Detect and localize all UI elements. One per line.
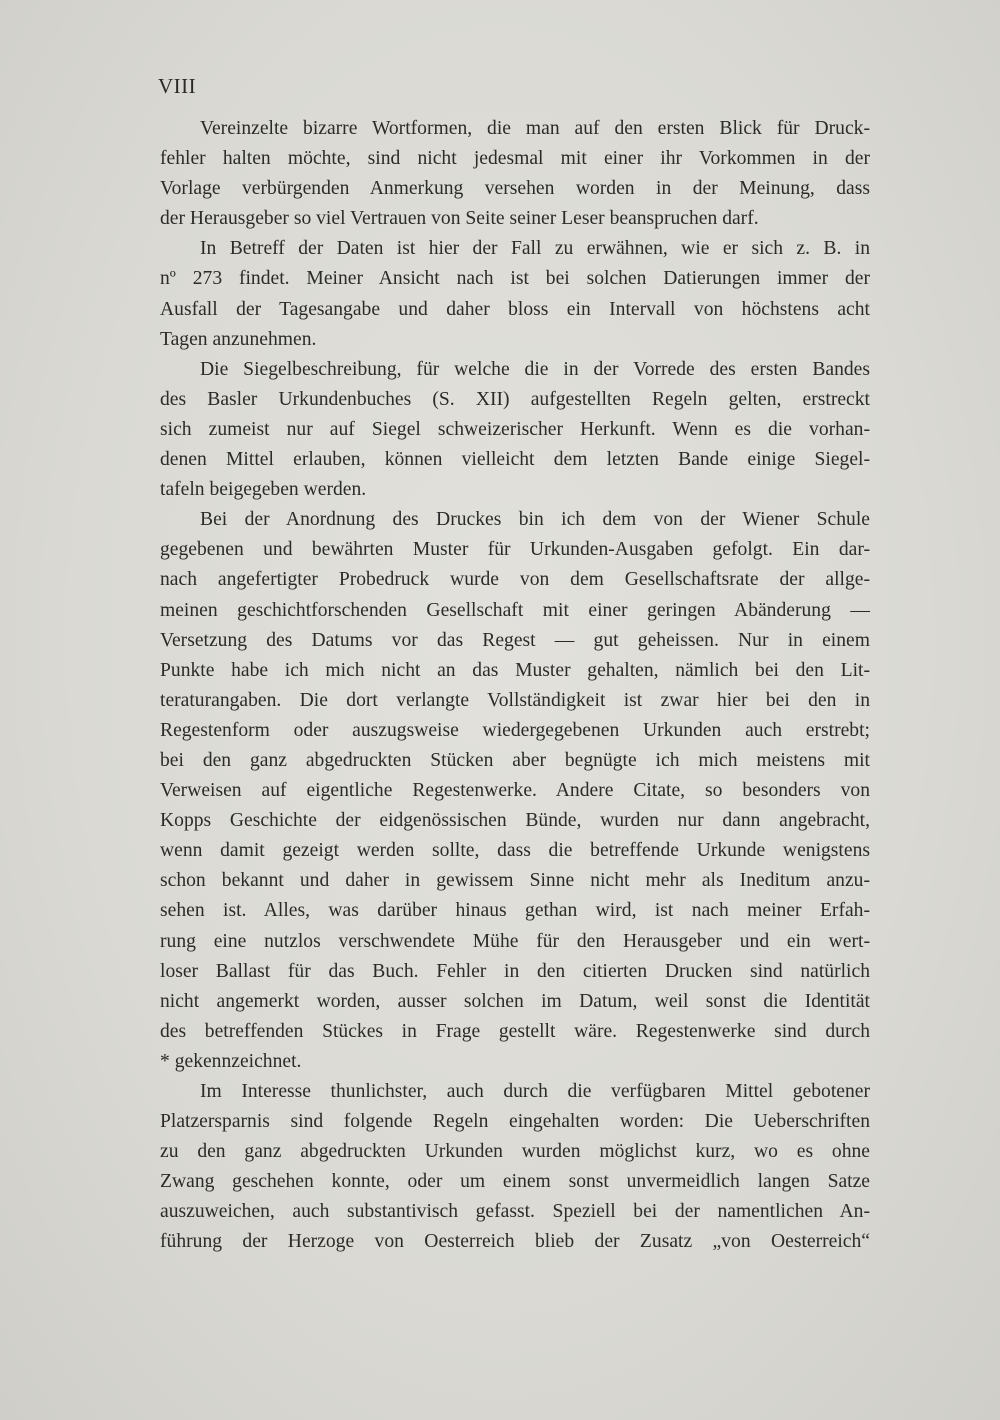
text-line: auszuweichen, auch substantivisch gefasst. Speziell bei der namentlichen An-	[160, 1201, 870, 1223]
text-line: Verweisen auf eigentliche Regestenwerke. Andere Citate, so besonders von	[160, 780, 870, 802]
text-line: nº 273 findet. Meiner Ansicht nach ist bei solchen Datierungen immer der	[160, 268, 870, 290]
paragraph-space-saving	[160, 1077, 870, 1258]
text-line: führung der Herzoge von Oesterreich blieb der Zusatz „von Oesterreich“	[160, 1231, 870, 1253]
text-line: zu den ganz abgedruckten Urkunden wurden möglichst kurz, wo es ohne	[160, 1141, 870, 1163]
text-line: gegebenen und bewährten Muster für Urkunden-Ausgaben gefolgt. Ein dar-	[160, 539, 870, 561]
text-line: des Basler Urkundenbuches (S. XII) aufgestellten Regeln gelten, erstreckt	[160, 388, 870, 410]
text-line: loser Ballast für das Buch. Fehler in den citierten Drucken sind natürlich	[160, 960, 870, 982]
text-line: Bei der Anordnung des Druckes bin ich dem von der Wiener Schule	[200, 509, 870, 531]
text-line: Die Siegelbeschreibung, für welche die in der Vorrede des ersten Bandes	[200, 358, 870, 380]
text-line: In Betreff der Daten ist hier der Fall zu erwähnen, wie er sich z. B. in	[200, 238, 870, 260]
text-line: Vereinzelte bizarre Wortformen, die man auf den ersten Blick für Druck-	[200, 118, 870, 139]
paragraph-word-forms	[160, 114, 870, 234]
text-line: der Herausgeber so viel Vertrauen von Seite seiner Leser beanspruchen darf.	[160, 208, 759, 230]
text-line: denen Mittel erlauben, können vielleicht dem letzten Bande einige Siegel-	[160, 449, 870, 471]
text-line: tafeln beigegeben werden.	[160, 479, 367, 501]
text-line: Zwang geschehen konnte, oder um einem sonst unvermeidlich langen Satze	[160, 1171, 870, 1193]
text-line: sich zumeist nur auf Siegel schweizerischer Herkunft. Wenn es die vorhan-	[160, 418, 870, 440]
text-line: Versetzung des Datums vor das Regest — gut geheissen. Nur in einem	[160, 629, 870, 651]
text-line: Vorlage verbürgenden Anmerkung versehen worden in der Meinung, dass	[160, 178, 870, 200]
text-line: Ausfall der Tagesangabe und daher bloss ein Intervall von höchstens acht	[160, 298, 870, 320]
paragraph-seal-description	[160, 355, 870, 505]
text-line: teraturangaben. Die dort verlangte Vollständigkeit ist zwar hier bei den in	[160, 689, 870, 711]
text-line: rung eine nutzlos verschwendete Mühe für den Herausgeber und ein wert-	[160, 930, 870, 952]
text-line: fehler halten möchte, sind nicht jedesmal mit einer ihr Vorkommen in der	[160, 148, 870, 170]
page-number: VIII	[158, 74, 197, 98]
text-line: wenn damit gezeigt werden sollte, dass die betreffende Urkunde wenigstens	[160, 840, 870, 862]
text-line: Kopps Geschichte der eidgenössischen Bünde, wurden nur dann angebracht,	[160, 810, 870, 832]
text-line: Tagen anzunehmen.	[160, 328, 317, 350]
text-line: Im Interesse thunlichster, auch durch die verfügbaren Mittel gebotener	[200, 1081, 870, 1102]
text-line: Punkte habe ich mich nicht an das Muster gehalten, nämlich bei den Lit-	[160, 659, 870, 681]
paragraph-print-arrangement	[160, 505, 870, 1077]
text-line: meinen geschichtforschenden Gesellschaft mit einer geringen Abänderung —	[160, 599, 870, 621]
text-line: nicht angemerkt worden, ausser solchen im Datum, weil sonst die Identität	[160, 990, 870, 1012]
text-line: des betreffenden Stückes in Frage gestellt wäre. Regestenwerke sind durch	[160, 1020, 870, 1042]
body-text	[160, 114, 870, 1258]
paragraph-dates	[160, 234, 870, 354]
text-line: bei den ganz abgedruckten Stücken aber begnügte ich mich meistens mit	[160, 749, 870, 771]
text-line: nach angefertigter Probedruck wurde von dem Gesellschaftsrate der allge-	[160, 569, 870, 591]
text-line: * gekennzeichnet.	[160, 1050, 302, 1072]
text-line: Platzersparnis sind folgende Regeln eingehalten worden: Die Ueberschriften	[160, 1111, 870, 1133]
text-line: schon bekannt und daher in gewissem Sinne nicht mehr als Ineditum anzu-	[160, 870, 870, 892]
text-line: sehen ist. Alles, was darüber hinaus gethan wird, ist nach meiner Erfah-	[160, 900, 870, 922]
text-line: Regestenform oder auszugsweise wiedergegebenen Urkunden auch erstrebt;	[160, 719, 870, 741]
